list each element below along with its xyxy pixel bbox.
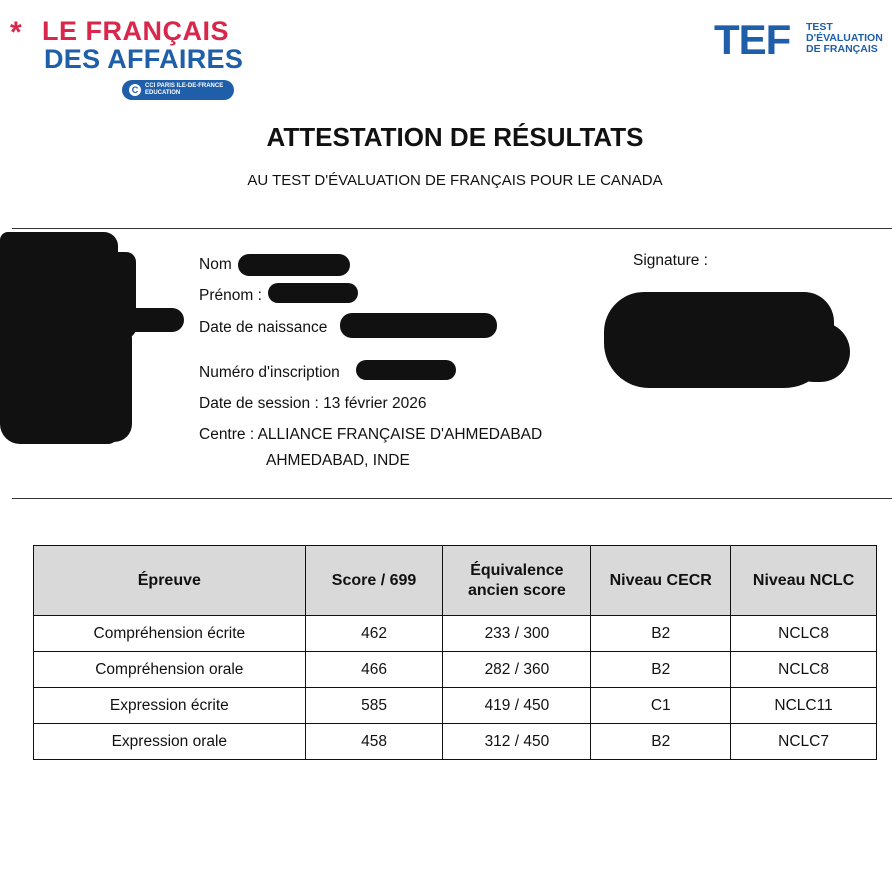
- redacted-registration: [356, 360, 456, 380]
- cell-score: 585: [305, 688, 443, 724]
- page-title: ATTESTATION DE RÉSULTATS: [266, 122, 644, 152]
- tef-sub-line2: D'ÉVALUATION: [806, 32, 883, 44]
- table-row: [34, 688, 877, 724]
- prenom-label: Prénom :: [199, 287, 262, 304]
- cell-epreuve: Expression orale: [34, 724, 306, 760]
- redacted-prenom: [268, 283, 358, 303]
- cell-cecr: B2: [591, 652, 731, 688]
- table-row: [34, 616, 877, 652]
- top-divider: [12, 228, 892, 229]
- tef-sub-line3: DE FRANÇAIS: [806, 43, 878, 55]
- logo-le-francais: LE FRANÇAIS: [42, 16, 229, 46]
- logo-star-icon: *: [10, 16, 22, 49]
- cell-score: 462: [305, 616, 443, 652]
- redacted-photo: [0, 232, 185, 446]
- signature-label: Signature :: [633, 252, 708, 269]
- table-row: [34, 724, 877, 760]
- cell-cecr: B2: [591, 616, 731, 652]
- middle-divider: [12, 498, 892, 499]
- logo-des-affaires: DES AFFAIRES: [44, 44, 244, 74]
- tef-sub-line1: TEST: [806, 21, 833, 33]
- cell-nclc: NCLC7: [731, 724, 877, 760]
- cell-score: 458: [305, 724, 443, 760]
- cell-epreuve: Compréhension écrite: [34, 616, 306, 652]
- cci-icon: C: [129, 84, 141, 96]
- table-row: [34, 652, 877, 688]
- cci-badge-line1: CCI PARIS ILE-DE-FRANCE: [145, 83, 224, 89]
- header-nclc: Niveau NCLC: [731, 546, 877, 616]
- header-cecr: Niveau CECR: [591, 546, 731, 616]
- cci-badge-line2: EDUCATION: [145, 90, 181, 96]
- cell-nclc: NCLC8: [731, 616, 877, 652]
- cell-nclc: NCLC8: [731, 652, 877, 688]
- header-score: Score / 699: [305, 546, 443, 616]
- cell-equivalence: 233 / 300: [443, 616, 591, 652]
- cell-equivalence: 419 / 450: [443, 688, 591, 724]
- cell-cecr: B2: [591, 724, 731, 760]
- centre-line2: AHMEDABAD, INDE: [266, 452, 410, 469]
- results-table: [33, 545, 877, 760]
- centre-line1: Centre : ALLIANCE FRANÇAISE D'AHMEDABAD: [199, 426, 543, 443]
- cell-epreuve: Compréhension orale: [34, 652, 306, 688]
- cell-cecr: C1: [591, 688, 731, 724]
- results-header-row: [34, 546, 877, 616]
- registration-label: Numéro d'inscription: [199, 364, 340, 381]
- nom-label: Nom: [199, 256, 232, 273]
- birth-date-label: Date de naissance: [199, 319, 328, 336]
- redacted-birth-date: [340, 313, 497, 338]
- tef-logo: TEF: [714, 16, 791, 63]
- redacted-nom: [238, 254, 350, 276]
- page-subtitle: AU TEST D'ÉVALUATION DE FRANÇAIS POUR LE CANADA: [247, 172, 663, 189]
- cell-equivalence: 282 / 360: [443, 652, 591, 688]
- cell-equivalence: 312 / 450: [443, 724, 591, 760]
- header-epreuve: Épreuve: [34, 546, 306, 616]
- cci-badge-text: [145, 83, 223, 97]
- cell-score: 466: [305, 652, 443, 688]
- tef-logo-subtitle: [806, 22, 883, 55]
- cell-epreuve: Expression écrite: [34, 688, 306, 724]
- redacted-signature: [604, 292, 850, 392]
- header-equivalence-line1: Équivalence: [470, 561, 564, 579]
- header-equivalence: [443, 546, 591, 616]
- session-date: Date de session : 13 février 2026: [199, 395, 427, 412]
- cell-nclc: NCLC11: [731, 688, 877, 724]
- header-equivalence-line2: ancien score: [467, 581, 566, 599]
- cci-badge: [122, 80, 234, 100]
